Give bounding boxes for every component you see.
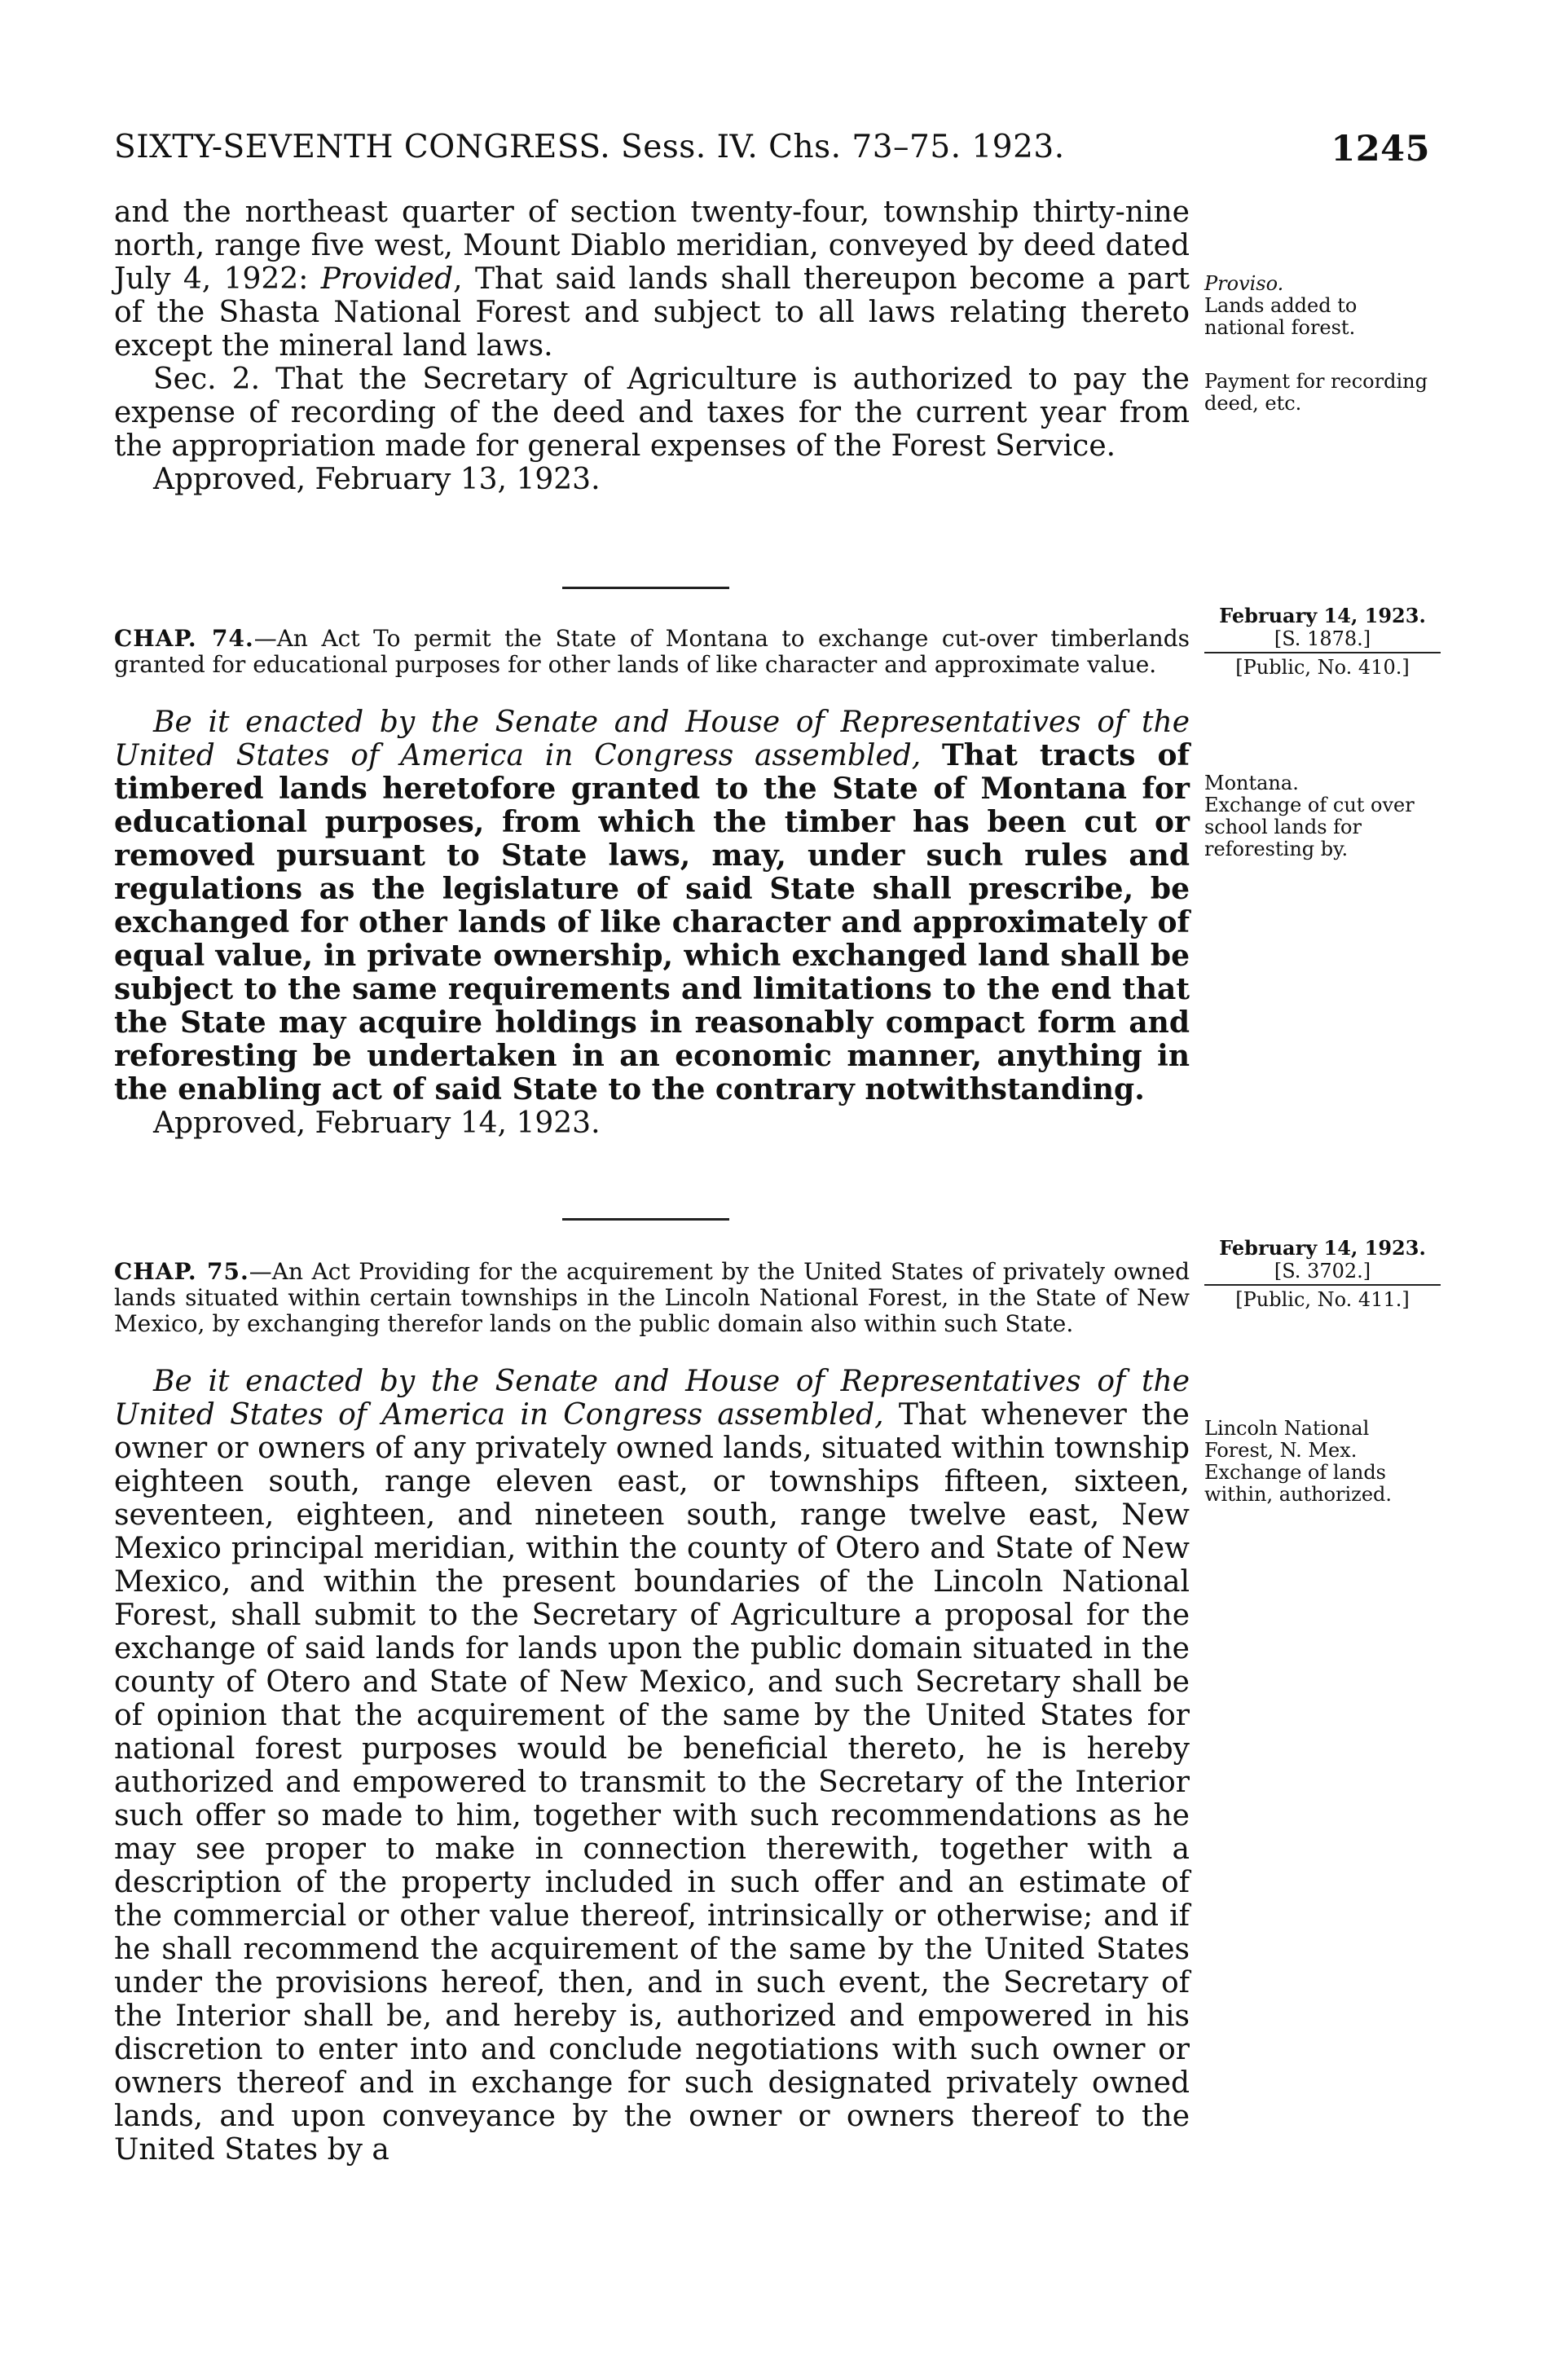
chap74-label: CHAP. 74. [114,625,254,652]
paragraph-1-cont: , That said lands shall thereupon become a part of the Shasta National Forest and subject to all laws relating thereto except the mineral land laws. [114,262,1190,363]
chap75-label: CHAP. 75. [114,1258,249,1285]
margin-note-lincoln-1: Lincoln National Forest, N. Mex. [1204,1417,1370,1462]
sec2-label: Sec. 2. [153,363,261,396]
chap74-body-text: That tracts of timbered lands heretofore granted to the State of Montana for educational purposes, from which the timber has been cut or removed pursuant to State laws, may, under such rules and regulations as the legislature of said State shall prescribe, be exchanged for other lands of like character and approximately of equal value, in private ownership, which exchanged land shall be subject to the same requirements and limitations to the end that the State may acquire holdings in reasonably compact form and reforesting be undertaken in an economic manner, anything in the enabling act of said State to the contrary notwithstanding. [114,738,1190,1106]
chapter-75 [114,1259,1190,2167]
margin-note-lincoln [1204,1418,1441,1506]
paragraph-2-text: That the Secretary of Agriculture is authorized to pay the expense of recording of the deed and taxes for the current year from the appropriation made for general expenses of the Forest Service. [114,363,1190,463]
chap74-date: February 14, 1923. [1219,604,1426,627]
chapter-74 [114,626,1190,1140]
chap75-public: [Public, No. 411.] [1235,1288,1410,1311]
chap75-title-text: —An Act Providing for the acquirement by the United States of privately owned lands situated within certain townships in the Lincoln National Forest, in the State of New Mexico, by exchanging therefor lands on the public domain also within such State. [114,1258,1190,1337]
margin-note-proviso [1204,273,1441,339]
stat-block-74 [1204,605,1441,679]
running-header [114,129,1430,178]
chap75-enact: Be it enacted by the Senate and House of Representatives of the United States of America in Congress assembled, [114,1365,1190,1432]
paragraph-1-text: and the northeast quarter of section twenty-four, township thirty-nine north, range five west, Mount Diablo meridian, conveyed by deed dated July 4, 1922: [114,196,1190,296]
paragraph-2 [114,363,1190,463]
divider-2 [562,1218,729,1221]
paragraph-1 [114,196,1190,363]
stat-block-75 [1204,1237,1441,1311]
chap74-public: [Public, No. 410.] [1235,656,1410,679]
running-title: SIXTY-SEVENTH CONGRESS. Sess. IV. Chs. 73–75. 1923. [114,129,1065,165]
chap74-enact: Be it enacted by the Senate and House of Representatives of the United States of America in Congress assembled, [114,706,1190,772]
margin-note-payment [1204,371,1441,415]
margin-note-montana-2: Exchange of cut over school lands for reforesting by. [1204,794,1415,860]
section-top [114,196,1190,496]
chap75-title [114,1259,1190,1337]
margin-note-proviso-italic: Proviso. [1204,272,1284,295]
divider-1 [562,587,729,589]
chap74-title [114,626,1190,678]
chap74-body [114,706,1190,1106]
margin-note-montana [1204,772,1441,860]
chap74-title-text: —An Act To permit the State of Montana to exchange cut-over timberlands granted for educational purposes for other lands of like character and approximate value. [114,625,1190,678]
margin-note-payment-text: Payment for recording deed, etc. [1204,370,1428,415]
page-number: 1245 [1331,129,1430,169]
chap75-bill: [S. 3702.] [1204,1260,1441,1286]
margin-note-montana-1: Montana. [1204,772,1299,794]
chap75-body-text: That whenever the owner or owners of any privately owned lands, situated within township eighteen south, range eleven east, or townships fifteen, sixteen, seventeen, eighteen, and nineteen south, range twelve east, New Mexico principal meridian, within the county of Otero and State of New Mexico, and within the present boundaries of the Lincoln National Forest, shall submit to the Secretary of Agriculture a proposal for the exchange of said lands for lands upon the public domain situated in the county of Otero and State of New Mexico, and such Secretary shall be of opinion that the acquirement of the same by the United States for national forest purposes would be beneficial thereto, he is hereby authorized and empowered to transmit to the Secretary of the Interior such offer so made to him, together with such recommendations as he may see proper to make in connection therewith, together with a description of the property included in such offer and an estimate of the commercial or other value thereof, intrinsically or otherwise; and if he shall recommend the acquirement of the same by the United States under the provisions hereof, then, and in such event, the Secretary of the Interior shall be, and hereby is, authorized and empowered in his discretion to enter into and conclude negotiations with such owner or owners thereof and in exchange for such designated privately owned lands, and upon conveyance by the owner or owners thereof to the United States by a [114,1398,1190,2167]
chap75-date: February 14, 1923. [1219,1236,1426,1260]
margin-note-proviso-text: Lands added to national forest. [1204,294,1358,339]
chap74-bill: [S. 1878.] [1204,627,1441,653]
chap75-body [114,1365,1190,2167]
approved-feb14-a: Approved, February 14, 1923. [153,1106,601,1140]
proviso-word: Provided [320,262,454,296]
margin-note-lincoln-2: Exchange of lands within, authorized. [1204,1461,1393,1506]
approved-feb13: Approved, February 13, 1923. [153,463,601,496]
